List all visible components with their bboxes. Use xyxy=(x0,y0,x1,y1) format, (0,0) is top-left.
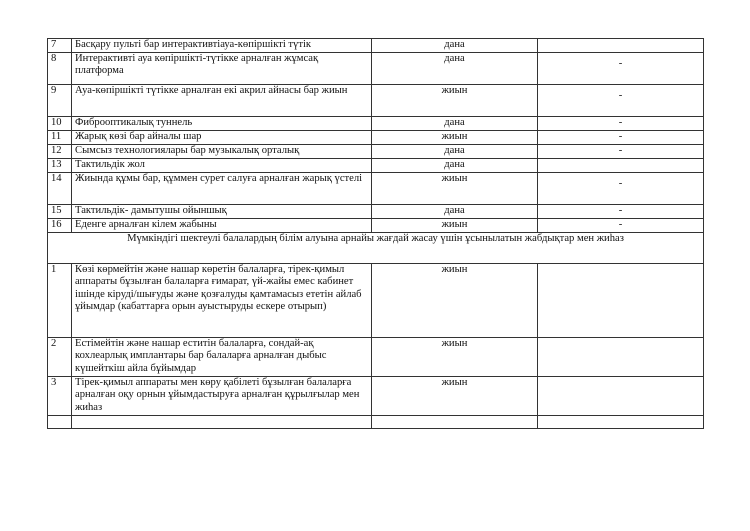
section-title: Мүмкіндігі шектеулі балалардың білім алуына арнайы жағдай жасау үшін ұсынылатын жабдықтар мен жиһаз xyxy=(48,233,704,264)
table-row xyxy=(48,85,704,117)
item-quantity: - xyxy=(538,117,704,131)
item-name: Ауа-көпіршікті түтікке арналған екі акрил айнасы бар жиын xyxy=(72,85,372,117)
table-row xyxy=(48,205,704,219)
item-name: Еденге арналған кілем жабыны xyxy=(72,219,372,233)
item-unit: жиын xyxy=(372,338,538,377)
item-unit: жиын xyxy=(372,264,538,338)
item-quantity xyxy=(538,264,704,338)
item-quantity: - xyxy=(538,145,704,159)
table-row xyxy=(48,131,704,145)
row-number: 9 xyxy=(48,85,72,117)
item-quantity: - xyxy=(538,85,704,117)
item-name: Тактильдік жол xyxy=(72,159,372,173)
table-row xyxy=(48,377,704,416)
item-name: Естімейтін және нашар еститін балаларға, сондай-ақ кохлеарлық имплантары бар балаларға арналған дыбыс күшейткіш айла бұйымдар xyxy=(72,338,372,377)
table-row xyxy=(48,145,704,159)
row-number: 13 xyxy=(48,159,72,173)
item-quantity: - xyxy=(538,173,704,205)
row-number: 1 xyxy=(48,264,72,338)
empty-cell xyxy=(48,416,72,429)
item-quantity xyxy=(538,159,704,173)
empty-cell xyxy=(538,416,704,429)
empty-cell xyxy=(72,416,372,429)
table-row xyxy=(48,264,704,338)
item-name: Жиында құмы бар, құммен сурет салуға арналған жарық үстелі xyxy=(72,173,372,205)
item-quantity: - xyxy=(538,219,704,233)
item-quantity: - xyxy=(538,205,704,219)
item-unit: жиын xyxy=(372,131,538,145)
row-number: 8 xyxy=(48,53,72,85)
row-number: 3 xyxy=(48,377,72,416)
item-unit: жиын xyxy=(372,377,538,416)
item-unit: дана xyxy=(372,145,538,159)
item-quantity xyxy=(538,338,704,377)
table-row xyxy=(48,173,704,205)
item-name: Тірек-қимыл аппараты мен көру қабілеті бұзылған балаларға арналған оқу орнын ұйымдастыруға арналған құрылғылар мен жиһаз xyxy=(72,377,372,416)
item-quantity xyxy=(538,39,704,53)
item-name: Көзі көрмейтін және нашар көретін балаларға, тірек-қимыл аппараты бұзылған балаларға ғимарат, үй-жайы емес кабинет ішінде кіруді/шығуды және қозғалуды қамтамасыз ететін айлаб ұйымдар (кабаттарға орын ауыстыруды ескере отырып) xyxy=(72,264,372,338)
row-number: 12 xyxy=(48,145,72,159)
table-row xyxy=(48,39,704,53)
item-unit: дана xyxy=(372,205,538,219)
item-unit: жиын xyxy=(372,85,538,117)
item-name: Тактильдік- дамытушы ойыншық xyxy=(72,205,372,219)
item-unit: жиын xyxy=(372,219,538,233)
item-name: Сымсыз технологиялары бар музыкалық орталық xyxy=(72,145,372,159)
item-name: Жарық көзі бар айналы шар xyxy=(72,131,372,145)
item-name: Интерактивті ауа көпіршікті-түтікке арналған жұмсақ платформа xyxy=(72,53,372,85)
item-unit: дана xyxy=(372,117,538,131)
table-row xyxy=(48,159,704,173)
row-number: 7 xyxy=(48,39,72,53)
empty-cell xyxy=(372,416,538,429)
item-quantity: - xyxy=(538,53,704,85)
row-number: 16 xyxy=(48,219,72,233)
table-row xyxy=(48,53,704,85)
item-unit: дана xyxy=(372,39,538,53)
row-number: 10 xyxy=(48,117,72,131)
row-number: 14 xyxy=(48,173,72,205)
section-header-row xyxy=(48,233,704,264)
item-unit: дана xyxy=(372,159,538,173)
item-quantity: - xyxy=(538,131,704,145)
item-name: Басқару пульті бар интерактивтіауа-көпіршікті түтік xyxy=(72,39,372,53)
item-quantity xyxy=(538,377,704,416)
table-row xyxy=(48,338,704,377)
empty-row xyxy=(48,416,704,429)
table-row xyxy=(48,117,704,131)
table-row xyxy=(48,219,704,233)
item-unit: жиын xyxy=(372,173,538,205)
item-name: Фиброоптикалық туннель xyxy=(72,117,372,131)
row-number: 2 xyxy=(48,338,72,377)
equipment-table xyxy=(47,38,704,429)
item-unit: дана xyxy=(372,53,538,85)
row-number: 15 xyxy=(48,205,72,219)
row-number: 11 xyxy=(48,131,72,145)
